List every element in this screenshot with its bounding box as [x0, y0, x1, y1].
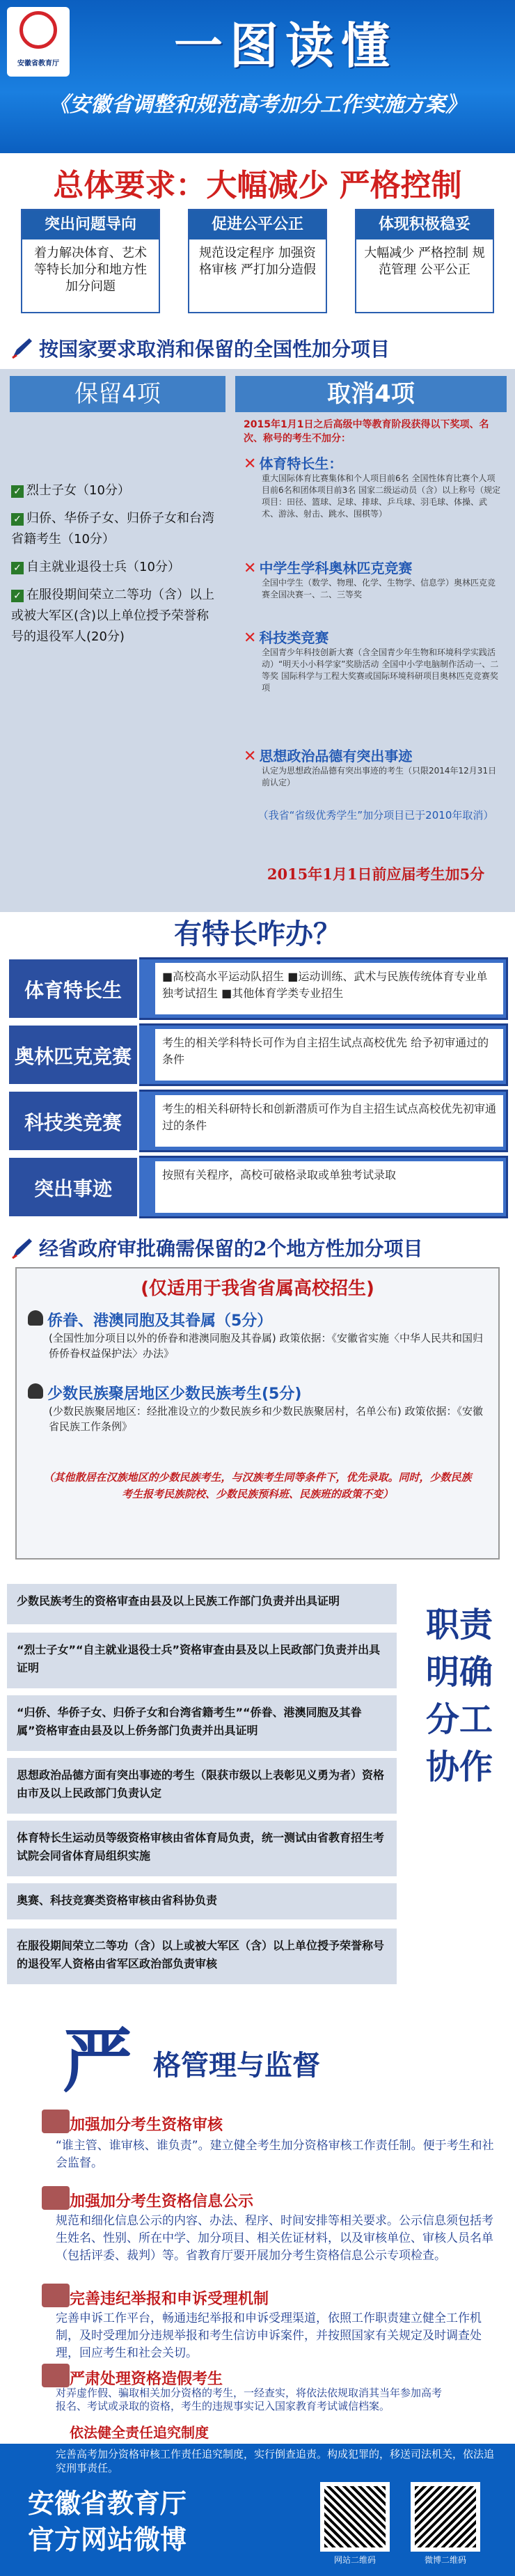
check-icon: ✓ — [11, 513, 24, 526]
duty-item: “归侨、华侨子女、归侨子女和台湾省籍考生”“侨眷、港澳同胞及其眷属”资格审查由县及以上侨务部门负责并出具证明 — [7, 1695, 397, 1751]
cross-icon: ✕ — [244, 748, 257, 765]
specialty-row — [7, 957, 508, 1020]
cancel-item: ✕ 科技类竞赛 全国青少年科技创新大赛（含全国青少年生物和环境科学实践活动）“明天小小科学家”奖励活动 全国中小学电脑制作活动一、二等奖 国际科学与工程大奖赛或国际环境科研项目奥林匹克竞赛奖项 — [244, 629, 499, 693]
specialty-row — [7, 1090, 508, 1152]
local-section-title: 经省政府审批确需保留的2个地方性加分项目 — [39, 1237, 423, 1260]
person-icon — [28, 1310, 43, 1326]
check-icon: ✓ — [11, 485, 24, 498]
cancel-footer: 2015年1月1日前应届考生加5分 — [267, 865, 485, 883]
management-body: 规范和细化信息公示的内容、办法、程序、时间安排等相关要求。公示信息须包括考生姓名、性别、所在中学、加分项目、相关佐证材料，以及审核单位、审核人员名单（包括评委、裁判）等。省教育厅要开展加分考生资格信息公示专项检查。 — [56, 2214, 493, 2263]
duty-item: 奥赛、科技竞赛类资格审核由省科协负责 — [7, 1883, 397, 1919]
specialty-text: 按照有关程序，高校可破格录取或单独考试录取 — [155, 1161, 503, 1213]
management-body: “谁主管、谁审核、谁负责”。建立健全考生加分资格审核工作责任制。便于考生和社会监督。 — [56, 2139, 494, 2170]
local-scope: (仅适用于我省省属高校招生) — [141, 1278, 374, 1299]
duty-item: 思想政治品德方面有突出事迹的考生（限获市级以上表彰见义勇为者）资格由市及以上民政部门负责认定 — [7, 1758, 397, 1814]
cancel-item: ✕ 思想政治品德有突出事迹 认定为思想政治品德有突出事迹的考生（只限2014年12月31日前认定） — [244, 748, 497, 787]
goal-card — [21, 209, 160, 313]
keep-item: ✓ 归侨、华侨子女、归侨子女和台湾省籍考生（10分） — [11, 511, 214, 547]
keep-item: ✓ 烈士子女（10分） — [11, 480, 220, 501]
check-icon: ✓ — [11, 590, 24, 602]
specialty-text: 考生的相关学科特长可作为自主招生试点高校优先 给予初审通过的条件 — [155, 1029, 503, 1081]
management-head: 完善违纪举报和申诉受理机制 — [70, 2291, 269, 2308]
specialty-label: 奥林匹克竞赛 — [7, 1023, 139, 1086]
footer-org: 安徽省教育厅 官方网站微博 — [28, 2488, 187, 2555]
logo-text: 安徽省教育厅 — [17, 60, 59, 68]
local-item: 少数民族聚居地区少数民族考生(5分) (少数民族聚居地区：经批准设立的少数民族乡和少数民族聚居村，名单公布) 政策依据：《安徽省民族工作条例》 — [28, 1382, 487, 1434]
goal-head: 突出问题导向 — [22, 210, 159, 239]
cross-icon: ✕ — [244, 560, 257, 577]
hammer-icon — [42, 2186, 70, 2210]
cross-icon: ✕ — [244, 629, 257, 647]
qr-code-weibo — [411, 2482, 480, 2552]
specialty-label: 突出事迹 — [7, 1156, 139, 1218]
duties-side-text: 职责明确 分工协作 — [425, 1605, 493, 1786]
keep-item: ✓ 自主就业退役士兵（10分） — [11, 557, 220, 578]
cancel-header: 取消4项 — [235, 376, 507, 412]
logo-emblem-icon — [19, 11, 57, 49]
person-icon — [28, 1383, 43, 1399]
logo — [7, 7, 70, 77]
cancel-note: 2015年1月1日之后高级中等教育阶段获得以下奖项、名次、称号的考生不加分： — [244, 419, 489, 444]
duty-item: 少数民族考生的资格审查由县及以上民族工作部门负责并出具证明 — [7, 1584, 397, 1624]
management-body: 完善高考加分资格审核工作责任追究制度，实行倒查追责。构成犯罪的，移送司法机关，依法追究刑事责任。 — [56, 2448, 495, 2474]
specialty-title: 有特长咋办？ — [174, 918, 341, 950]
hammer-icon — [42, 2284, 70, 2307]
keep-item: ✓ 在服役期间荣立二等功（含）以上或被大军区(含)以上单位授予荣誉称号的退役军人(20分) — [11, 588, 214, 644]
cross-icon: ✕ — [244, 455, 257, 473]
management-body: 完善申诉工作平台，畅通违纪举报和申诉受理渠道，依照工作职责建立健全工作机制，及时受理加分违规举报和考生信访申诉案件，并按照国家有关规定及时调查处理，回应考生和社会关切。 — [56, 2311, 482, 2360]
hammer-icon — [42, 2110, 70, 2133]
goal-body: 大幅减少 严格控制 规范管理 公平公正 — [364, 246, 485, 277]
specialty-text: ■高校高水平运动队招生 ■运动训练、武术与民族传统体育专业单独考试招生 ■其他体育学类专业招生 — [155, 963, 503, 1014]
qr-code-website — [320, 2482, 390, 2552]
management-title: 格管理与监督 — [153, 2049, 320, 2082]
goal-head: 体现积极稳妥 — [356, 210, 493, 239]
qr-caption: 微博二维码 — [424, 2555, 466, 2565]
management-title-big: 严 — [63, 2020, 132, 2102]
keep-header: 保留4项 — [10, 376, 225, 412]
cancel-item: ✕ 中学生学科奥林匹克竞赛 全国中学生（数学、物理、化学、生物学、信息学）奥林匹克竞赛全国决赛一、二、三等奖 — [244, 560, 496, 599]
goal-body: 规范设定程序 加强资格审核 严打加分造假 — [199, 246, 316, 277]
management-head: 加强加分考生资格信息公示 — [70, 2193, 254, 2210]
pen-icon — [10, 336, 35, 361]
hammer-icon — [42, 2364, 70, 2387]
local-note: （其他散居在汉族地区的少数民族考生，与汉族考生同等条件下，优先录取。同时，少数民族考生报考民族院校、少数民族预科班、民族班的政策不变） — [43, 1471, 472, 1500]
duty-item: “烈士子女”“自主就业退役士兵”资格审查由县及以上民政部门负责并出具证明 — [7, 1633, 397, 1688]
page-subtitle: 《安徽省调整和规范高考加分工作实施方案》 — [49, 93, 466, 117]
check-icon: ✓ — [11, 562, 24, 574]
specialty-text: 考生的相关科研特长和创新潜质可作为自主招生试点高校优先初审通过的条件 — [155, 1095, 503, 1147]
management-body: 对弄虚作假、骗取相关加分资格的考生，一经查实，将依法依规取消其当年参加高考报名、考试或录取的资格，考生的违规事实记入国家教育考试诚信档案。 — [56, 2387, 443, 2412]
qr-icon — [324, 2486, 386, 2547]
goal-card — [355, 209, 494, 313]
goal-card — [188, 209, 327, 313]
requirement-title: 总体要求：大幅减少 严格控制 — [53, 168, 462, 203]
cancel-item: ✕ 体育特长生： 重大国际体育比赛集体和个人项目前6名 全国性体育比赛个人项目前6名和团体项目前3名 国家二级运动员（含）以上称号（规定项目：田径、篮球、足球、排球、乒乓球、羽毛球、体操、武术、游泳、射击、跳水、围棋等） — [244, 455, 501, 519]
qr-caption: 网站二维码 — [333, 2555, 376, 2565]
page-title: 一图读懂 — [174, 17, 397, 74]
management-head: 加强加分考生资格审核 — [70, 2116, 223, 2134]
goal-head: 促进公平公正 — [189, 210, 326, 239]
management-head: 严肃处理资格造假考生 — [70, 2371, 223, 2388]
duty-item: 在服役期间荣立二等功（含）以上或被大军区（含）以上单位授予荣誉称号的退役军人资格由省军区政治部负责审核 — [7, 1929, 397, 1984]
management-head: 依法健全责任追究制度 — [70, 2424, 209, 2441]
specialty-row — [7, 1156, 508, 1218]
pen-icon — [10, 1236, 35, 1261]
national-section-title: 按国家要求取消和保留的全国性加分项目 — [39, 338, 390, 361]
specialty-label: 科技类竞赛 — [7, 1090, 139, 1152]
cancel-extra: （我省“省级优秀学生”加分项目已于2010年取消） — [258, 809, 494, 822]
qr-icon — [415, 2486, 476, 2547]
specialty-label: 体育特长生 — [7, 957, 139, 1020]
goal-body: 着力解决体育、艺术等特长加分和地方性加分问题 — [34, 246, 147, 294]
duty-item: 体育特长生运动员等级资格审核由省体育局负责，统一测试由省教育招生考试院会同省体育局组织实施 — [7, 1821, 397, 1876]
local-item: 侨眷、港澳同胞及其眷属（5分） (全国性加分项目以外的侨眷和港澳同胞及其眷属) 政策依据：《安徽省实施〈中华人民共和国归侨侨眷权益保护法〉办法》 — [28, 1309, 487, 1361]
specialty-row — [7, 1023, 508, 1086]
